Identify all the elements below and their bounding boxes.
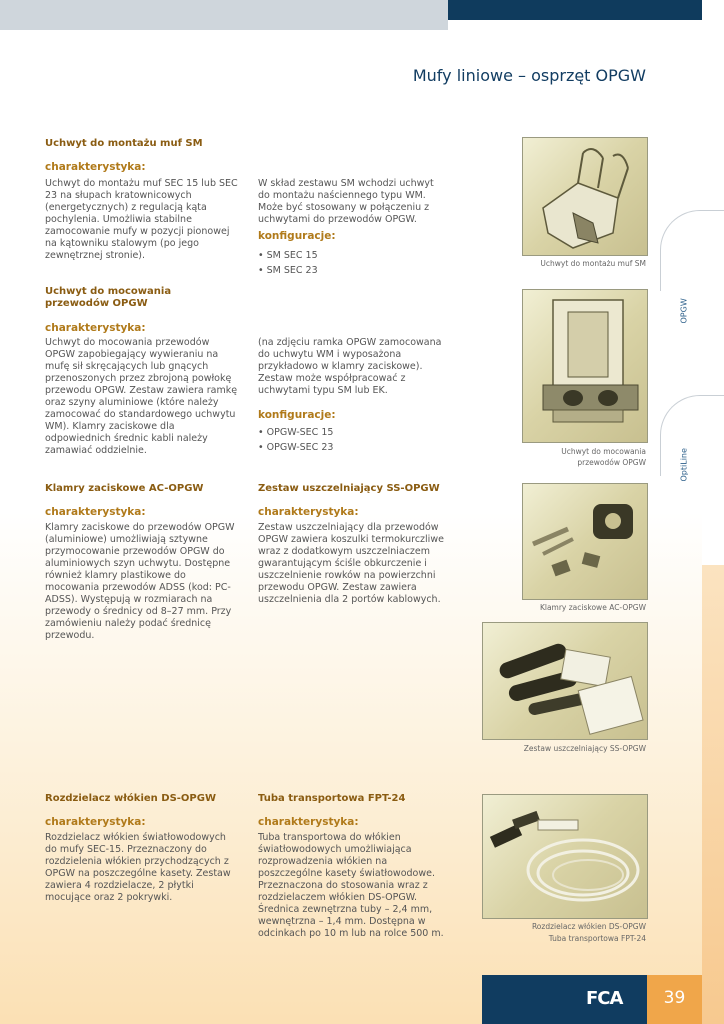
- sm-caption: Uchwyt do montażu muf SM: [540, 259, 646, 268]
- sm-heading: Uchwyt do montażu muf SM: [45, 138, 203, 149]
- ac-caption: Klamry zaciskowe AC-OPGW: [539, 603, 646, 612]
- fpt-caption: Tuba transportowa FPT-24: [548, 934, 646, 943]
- sm-config-list: [258, 248, 458, 280]
- opgw-caption-line1: Uchwyt do mocowania: [561, 447, 646, 456]
- ac-text1: Klamry zaciskowe do przewodów OPGW (aluminiowe) umożliwiają sztywne przymocowanie przewodów OPGW do aluminiowych szyn uchwytu. Dostępne również klamry plastikowe do mocowania przewodów ADSS (kod: PC-ADSS). Występują w rozmiarach na przewody o średnicy od 8–27 mm. Przy zamówieniu należy podać średnicę przewodu.: [45, 522, 235, 641]
- sm-text2: W skład zestawu SM wchodzi uchwyt do montażu naściennego typu WM. Może być stosowany w połączeniu z uchwytami do przewodów OPGW.: [258, 178, 434, 225]
- opgw-sub: charakterystyka:: [45, 322, 146, 334]
- ds-text1: Rozdzielacz włókien światłowodowych do mufy SEC-15. Przeznaczony do rozdzielenia włókien przychodzących z OPGW na poszczególne kasety. Zestaw zawiera 4 rozdzielacze, 2 płytki mocujące oraz 2 pokrywki.: [45, 832, 231, 903]
- sm-holder-photo: [522, 137, 648, 256]
- page-number: 39: [663, 988, 686, 1008]
- sm-config-item: • SM SEC 15: [258, 250, 318, 261]
- ac-heading: Klamry zaciskowe AC-OPGW: [45, 483, 204, 494]
- ds-heading: Rozdzielacz włókien DS-OPGW: [45, 793, 216, 804]
- opgw-config-item: • OPGW-SEC 15: [258, 427, 334, 438]
- side-tab-optiline-curve: [660, 395, 724, 476]
- side-tab-opgw-curve: [660, 210, 724, 291]
- side-tab-opgw[interactable]: OPGW: [679, 298, 689, 324]
- ss-caption: Zestaw uszczelniający SS-OPGW: [523, 744, 646, 753]
- side-tab-optiline[interactable]: OptiLine: [679, 448, 689, 482]
- ac-sub: charakterystyka:: [45, 506, 146, 518]
- fca-logo: FCA: [586, 988, 623, 1009]
- opgw-heading: [45, 286, 171, 310]
- ds-fpt-photo: [482, 794, 648, 919]
- ds-caption: Rozdzielacz włókien DS-OPGW: [531, 922, 646, 931]
- fpt-text1: Tuba transportowa do włókien światłowodowych umożliwiająca rozprowadzenia włókien na poszczególne kasety światłowodowe. Przeznaczona do stosowania wraz z rozdzielaczem włókien DS-OPGW. Średnica zewnętrzna tuby – 2,4 mm, wewnętrzna – 1,4 mm. Dostępna w odcinkach po 10 m lub na rolce 500 m.: [258, 832, 444, 939]
- page-title: Mufy liniowe – osprzęt OPGW: [412, 66, 646, 85]
- ss-sub: charakterystyka:: [258, 506, 359, 518]
- opgw-config-heading: konfiguracje:: [258, 409, 336, 421]
- opgw-caption: [500, 446, 646, 468]
- fpt-heading: Tuba transportowa FPT-24: [258, 793, 406, 804]
- right-edge-orange: [702, 565, 724, 1024]
- ss-text1: Zestaw uszczelniający dla przewodów OPGW zawiera koszulki termokurczliwe wraz z dodatkowym uszczelniaczem gwarantującym ściśle obkurczenie i uszczelnienie rowków na powierzchni przewodu OPGW. Zestaw zawiera uszczelnienia dla 2 portów kablowych.: [258, 522, 444, 605]
- opgw-heading-line2: przewodów OPGW: [45, 298, 148, 309]
- sm-config-item: • SM SEC 23: [258, 265, 318, 276]
- opgw-caption-line2: przewodów OPGW: [577, 458, 646, 467]
- sm-config-heading: konfiguracje:: [258, 230, 336, 242]
- opgw-text1: Uchwyt do mocowania przewodów OPGW zapobiegający wywieraniu na mufę sił skręcających lub gnących przenoszonych przez zbrojoną powłokę przewodu OPGW. Zestaw zawiera ramkę oraz szyny aluminiowe (które należy zamocować do standardowego uchwytu WM). Klamry zaciskowe dla odpowiednich średnic kabli należy zamawiać oddzielnie.: [45, 337, 238, 456]
- opgw-config-list: [258, 425, 458, 457]
- ss-sealing-photo: [482, 622, 648, 740]
- top-bar-navy: [448, 0, 702, 20]
- ds-sub: charakterystyka:: [45, 816, 146, 828]
- opgw-holder-photo: [522, 289, 648, 443]
- fpt-sub: charakterystyka:: [258, 816, 359, 828]
- opgw-text2: (na zdjęciu ramka OPGW zamocowana do uchwytu WM i wyposażona przykładowo w klamry zaciskowe). Zestaw może współpracować z uchwytami typu SM lub EK.: [258, 337, 442, 396]
- top-bar-grey: [0, 0, 448, 30]
- sm-text1: Uchwyt do montażu muf SEC 15 lub SEC 23 na słupach kratownicowych (energetycznych) z regulacją kąta pochylenia. Umożliwia stabilne zamocowanie mufy w pozycji pionowej na kątowniku stalowym (po jego zewnętrznej stronie).: [45, 178, 238, 261]
- ss-heading: Zestaw uszczelniający SS-OPGW: [258, 483, 440, 494]
- opgw-heading-line1: Uchwyt do mocowania: [45, 286, 172, 297]
- ac-clamps-photo: [522, 483, 648, 600]
- sm-sub: charakterystyka:: [45, 161, 146, 173]
- opgw-config-item: • OPGW-SEC 23: [258, 442, 334, 453]
